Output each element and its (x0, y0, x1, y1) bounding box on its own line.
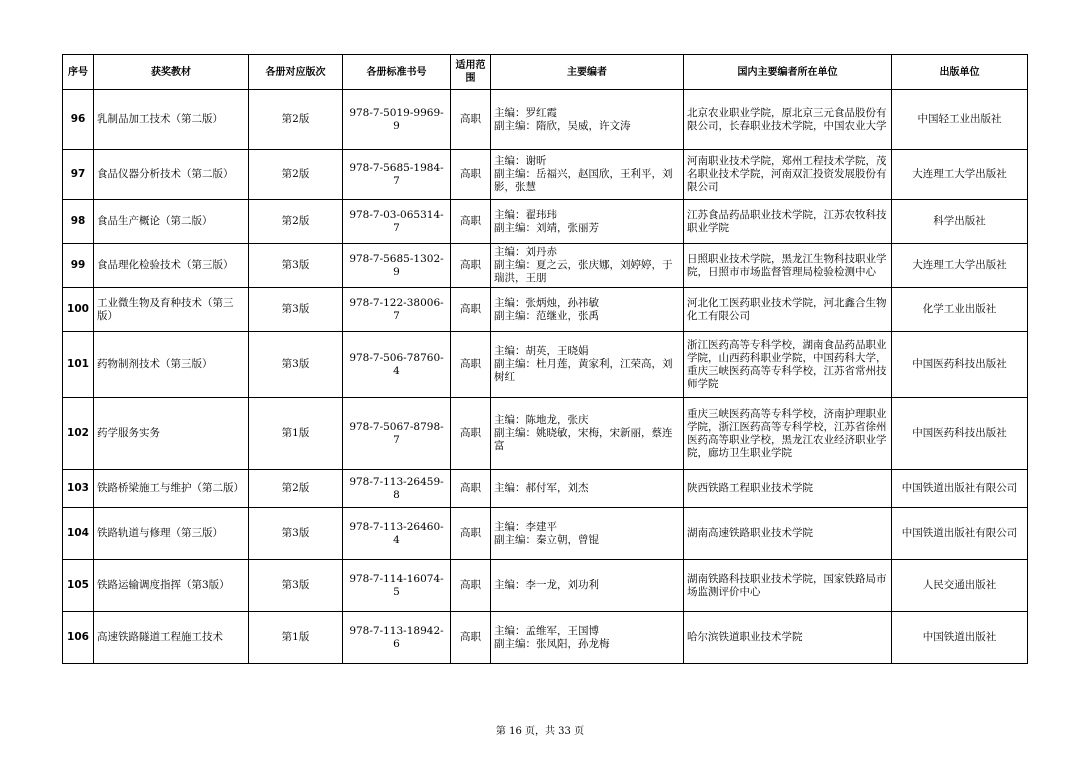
author-institutions: 湖南高速铁路职业技术学院 (684, 508, 892, 560)
awards-table (62, 54, 1028, 664)
author-line: 主编：罗红霞 (494, 106, 557, 119)
applicable-level: 高职 (451, 470, 491, 508)
main-authors (491, 90, 684, 150)
author-institutions: 江苏食品药品职业技术学院，江苏农牧科技职业学院 (684, 200, 892, 244)
table-row (63, 200, 1028, 244)
textbook-title: 食品仪器分析技术（第二版） (94, 150, 249, 200)
applicable-level: 高职 (451, 508, 491, 560)
table-row (63, 288, 1028, 332)
isbn: 978-7-113-26460-4 (343, 508, 451, 560)
edition: 第2版 (249, 150, 343, 200)
row-number: 100 (63, 288, 94, 332)
row-number: 101 (63, 332, 94, 398)
author-institutions: 浙江医药高等专科学校，湖南食品药品职业学院，山西药科职业学院，中国药科大学，重庆三峡医药高等专科学校，江苏省常州技师学院 (684, 332, 892, 398)
edition: 第3版 (249, 332, 343, 398)
applicable-level: 高职 (451, 288, 491, 332)
row-number: 106 (63, 612, 94, 664)
edition: 第1版 (249, 398, 343, 470)
isbn: 978-7-114-16074-5 (343, 560, 451, 612)
author-line: 副主编：秦立朝，曾锟 (494, 533, 599, 546)
main-authors (491, 398, 684, 470)
isbn: 978-7-122-38006-7 (343, 288, 451, 332)
author-line: 副主编：刘靖，张丽芳 (494, 221, 599, 234)
author-line: 副主编：杜月莲，黄家利，江荣高，刘树红 (494, 358, 673, 383)
isbn: 978-7-113-26459-8 (343, 470, 451, 508)
publisher: 科学出版社 (892, 200, 1028, 244)
textbook-title: 高速铁路隧道工程施工技术 (94, 612, 249, 664)
isbn: 978-7-5685-1984-7 (343, 150, 451, 200)
main-authors (491, 288, 684, 332)
publisher: 中国轻工业出版社 (892, 90, 1028, 150)
author-institutions: 哈尔滨铁道职业技术学院 (684, 612, 892, 664)
author-line: 副主编：隋欣，吴威，许文涛 (494, 119, 631, 132)
edition: 第3版 (249, 244, 343, 288)
isbn: 978-7-03-065314-7 (343, 200, 451, 244)
edition: 第3版 (249, 560, 343, 612)
edition: 第1版 (249, 612, 343, 664)
author-line: 主编：郝付军，刘杰 (494, 482, 589, 494)
isbn: 978-7-5019-9969-9 (343, 90, 451, 150)
row-number: 103 (63, 470, 94, 508)
row-number: 102 (63, 398, 94, 470)
main-authors (491, 244, 684, 288)
publisher: 中国医药科技出版社 (892, 332, 1028, 398)
main-authors (491, 200, 684, 244)
row-number: 96 (63, 90, 94, 150)
page-footer: 第 16 页，共 33 页 (495, 726, 585, 737)
author-line: 主编：张炳烛，孙祎敏 (494, 296, 599, 309)
publisher: 人民交通出版社 (892, 560, 1028, 612)
author-line: 主编：孟维军，王国博 (494, 624, 599, 637)
row-number: 104 (63, 508, 94, 560)
author-line: 副主编：岳福兴，赵国欣，王利平，刘影，张慧 (494, 168, 673, 193)
author-line: 主编：陈地龙，张庆 (494, 414, 589, 426)
table-row (63, 612, 1028, 664)
isbn: 978-7-5067-8798-7 (343, 398, 451, 470)
row-number: 105 (63, 560, 94, 612)
table-row (63, 244, 1028, 288)
table-row (63, 560, 1028, 612)
applicable-level: 高职 (451, 612, 491, 664)
table-row (63, 90, 1028, 150)
author-institutions: 湖南铁路科技职业技术学院，国家铁路局市场监测评价中心 (684, 560, 892, 612)
table-row (63, 470, 1028, 508)
row-number: 97 (63, 150, 94, 200)
header-authors: 主要编者 (491, 55, 684, 90)
textbook-title: 工业微生物及育种技术（第三版） (94, 288, 249, 332)
applicable-level: 高职 (451, 560, 491, 612)
isbn: 978-7-506-78760-4 (343, 332, 451, 398)
author-line: 主编：李建平 (494, 520, 557, 533)
textbook-title: 食品理化检验技术（第三版） (94, 244, 249, 288)
table-row (63, 508, 1028, 560)
publisher: 中国铁道出版社有限公司 (892, 470, 1028, 508)
author-institutions: 河南职业技术学院，郑州工程技术学院，茂名职业技术学院，河南双汇投资发展股份有限公司 (684, 150, 892, 200)
main-authors (491, 332, 684, 398)
isbn: 978-7-113-18942-6 (343, 612, 451, 664)
textbook-title: 食品生产概论（第二版） (94, 200, 249, 244)
publisher: 中国医药科技出版社 (892, 398, 1028, 470)
edition: 第3版 (249, 508, 343, 560)
applicable-level: 高职 (451, 332, 491, 398)
main-authors (491, 508, 684, 560)
main-authors (491, 470, 684, 508)
publisher: 中国铁道出版社有限公司 (892, 508, 1028, 560)
author-institutions: 日照职业技术学院，黑龙江生物科技职业学院，日照市市场监督管理局检验检测中心 (684, 244, 892, 288)
author-line: 主编：胡英，王晓娟 (494, 345, 589, 357)
publisher: 大连理工大学出版社 (892, 244, 1028, 288)
textbook-title: 铁路运输调度指挥（第3版） (94, 560, 249, 612)
edition: 第2版 (249, 200, 343, 244)
header-publisher: 出版单位 (892, 55, 1028, 90)
row-number: 99 (63, 244, 94, 288)
author-line: 主编：谢昕 (494, 155, 547, 167)
edition: 第2版 (249, 90, 343, 150)
textbook-title: 铁路桥梁施工与维护（第二版） (94, 470, 249, 508)
author-line: 副主编：姚晓敏，宋梅，宋新丽，蔡连富 (494, 427, 673, 452)
author-institutions: 重庆三峡医药高等专科学校，济南护理职业学院，浙江医药高等专科学校，江苏省徐州医药高等职业学校，黑龙江农业经济职业学院，廊坊卫生职业学院 (684, 398, 892, 470)
header-isbn: 各册标准书号 (343, 55, 451, 90)
applicable-level: 高职 (451, 398, 491, 470)
header-institutions: 国内主要编者所在单位 (684, 55, 892, 90)
header-no: 序号 (63, 55, 94, 90)
author-line: 副主编：夏之云，张庆娜，刘婷婷，于瑞洪，王朋 (494, 259, 673, 284)
author-line: 主编：刘丹赤 (494, 246, 557, 258)
textbook-title: 乳制品加工技术（第二版） (94, 90, 249, 150)
applicable-level: 高职 (451, 244, 491, 288)
isbn: 978-7-5685-1302-9 (343, 244, 451, 288)
table-row (63, 150, 1028, 200)
publisher: 中国铁道出版社 (892, 612, 1028, 664)
textbook-title: 药物制剂技术（第三版） (94, 332, 249, 398)
header-edition: 各册对应版次 (249, 55, 343, 90)
header-title: 获奖教材 (94, 55, 249, 90)
author-line: 主编：翟玮玮 (494, 208, 557, 221)
row-number: 98 (63, 200, 94, 244)
author-institutions: 陕西铁路工程职业技术学院 (684, 470, 892, 508)
table-header-row (63, 55, 1028, 90)
author-line: 副主编：范继业，张禹 (494, 309, 599, 322)
applicable-level: 高职 (451, 150, 491, 200)
textbook-title: 药学服务实务 (94, 398, 249, 470)
applicable-level: 高职 (451, 90, 491, 150)
applicable-level: 高职 (451, 200, 491, 244)
edition: 第2版 (249, 470, 343, 508)
author-institutions: 北京农业职业学院，原北京三元食品股份有限公司，长春职业技术学院，中国农业大学 (684, 90, 892, 150)
table-row (63, 398, 1028, 470)
publisher: 化学工业出版社 (892, 288, 1028, 332)
author-line: 主编：李一龙，刘功利 (494, 579, 599, 591)
edition: 第3版 (249, 288, 343, 332)
table-row (63, 332, 1028, 398)
publisher: 大连理工大学出版社 (892, 150, 1028, 200)
main-authors (491, 560, 684, 612)
main-authors (491, 612, 684, 664)
author-line: 副主编：张凤阳，孙龙梅 (494, 637, 610, 650)
textbook-title: 铁路轨道与修理（第三版） (94, 508, 249, 560)
header-level: 适用范围 (451, 55, 491, 90)
author-institutions: 河北化工医药职业技术学院，河北鑫合生物化工有限公司 (684, 288, 892, 332)
main-authors (491, 150, 684, 200)
